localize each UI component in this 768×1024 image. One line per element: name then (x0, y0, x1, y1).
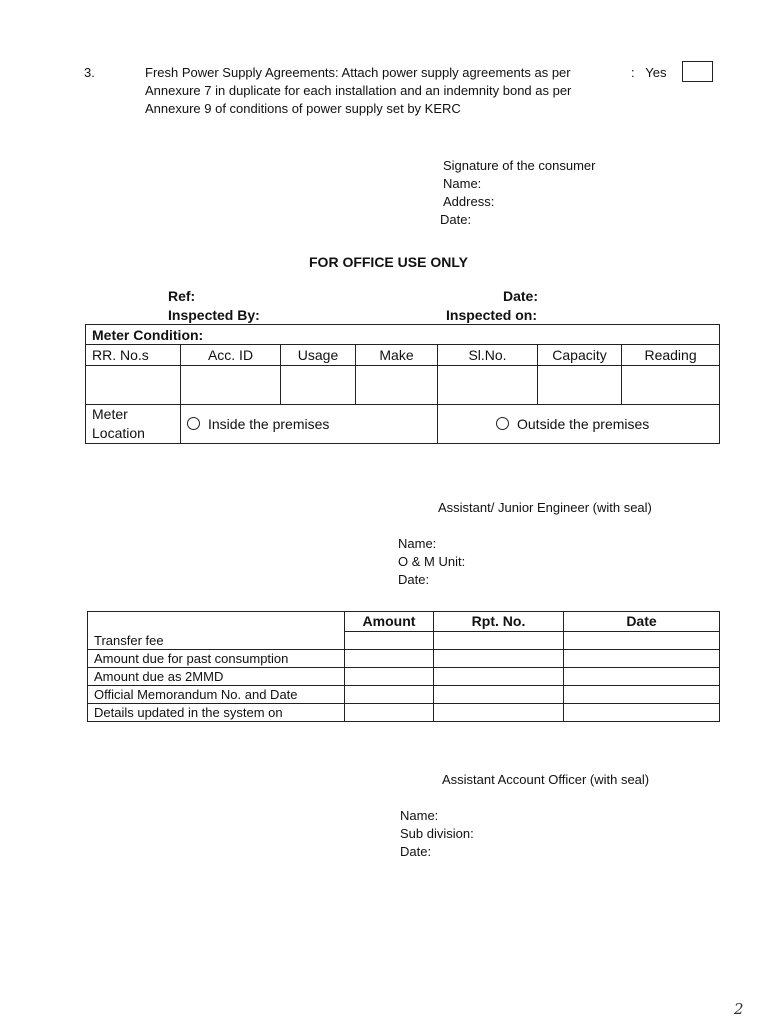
meter-location-label (86, 405, 181, 444)
date-cell[interactable] (564, 632, 720, 650)
meter-location-label-line: Location (92, 425, 145, 441)
office-date-label: Date: (503, 288, 539, 304)
amount-cell[interactable] (345, 632, 434, 650)
inside-premises-label: Inside the premises (208, 416, 330, 432)
column-header: Amount (345, 612, 434, 632)
inspected-on-label: Inspected on: (446, 307, 538, 323)
column-header: Capacity (538, 345, 622, 366)
item-3-line: Annexure 9 of conditions of power supply set by KERC (145, 101, 461, 116)
meter-location-label-line: Meter (92, 406, 128, 422)
fee-table-corner (88, 612, 345, 632)
engineer-fields (398, 535, 465, 589)
meter-condition-title: Meter Condition: (86, 325, 720, 345)
yes-label: Yes (645, 65, 667, 80)
column-header: Date (564, 612, 720, 632)
radio-circle-icon[interactable] (496, 417, 509, 430)
item-3-line: Fresh Power Supply Agreements: Attach power supply agreements as per (145, 65, 571, 80)
column-header: Rpt. No. (434, 612, 564, 632)
column-header: RR. No.s (86, 345, 181, 366)
table-row (88, 650, 720, 668)
column-header: Reading (622, 345, 720, 366)
make-cell[interactable] (356, 366, 438, 405)
date-cell[interactable] (564, 650, 720, 668)
consumer-address-label: Address: (443, 194, 495, 209)
yes-checkbox[interactable] (682, 61, 713, 82)
yes-option (631, 64, 666, 82)
table-row (88, 632, 720, 650)
consumer-signature-label: Signature of the consumer (443, 158, 596, 173)
table-row (88, 704, 720, 722)
engineer-unit-label: O & M Unit: (398, 554, 466, 569)
account-officer-subdivision-label: Sub division: (400, 826, 474, 841)
receipt-cell[interactable] (434, 668, 564, 686)
ref-label: Ref: (168, 288, 196, 304)
rr-no-cell[interactable] (86, 366, 181, 405)
consumer-signature-block (440, 157, 595, 229)
item-3-line: Annexure 7 in duplicate for each installation and an indemnity bond as per (145, 83, 572, 98)
office-use-title: FOR OFFICE USE ONLY (309, 254, 468, 270)
engineer-signature-title: Assistant/ Junior Engineer (with seal) (438, 500, 652, 515)
amount-cell[interactable] (345, 668, 434, 686)
amount-cell[interactable] (345, 686, 434, 704)
receipt-cell[interactable] (434, 632, 564, 650)
sl-no-cell[interactable] (438, 366, 538, 405)
capacity-cell[interactable] (538, 366, 622, 405)
radio-circle-icon[interactable] (187, 417, 200, 430)
receipt-cell[interactable] (434, 650, 564, 668)
inside-premises-option[interactable] (181, 405, 438, 444)
meter-condition-table (85, 324, 720, 444)
fee-row-label: Amount due as 2MMD (88, 668, 345, 686)
table-row (88, 668, 720, 686)
column-header: Acc. ID (181, 345, 281, 366)
account-officer-fields (400, 807, 474, 861)
date-cell[interactable] (564, 686, 720, 704)
engineer-date-label: Date: (398, 572, 430, 587)
engineer-name-label: Name: (398, 536, 437, 551)
fee-table (87, 611, 720, 722)
account-officer-date-label: Date: (400, 844, 432, 859)
date-cell[interactable] (564, 668, 720, 686)
column-header: Make (356, 345, 438, 366)
receipt-cell[interactable] (434, 686, 564, 704)
fee-row-label: Transfer fee (88, 632, 345, 650)
account-officer-signature-title: Assistant Account Officer (with seal) (442, 772, 650, 787)
amount-cell[interactable] (345, 704, 434, 722)
table-row (88, 686, 720, 704)
account-officer-name-label: Name: (400, 808, 439, 823)
column-header: Sl.No. (438, 345, 538, 366)
acc-id-cell[interactable] (181, 366, 281, 405)
outside-premises-option[interactable] (438, 405, 720, 444)
item-number: 3. (84, 65, 95, 80)
receipt-cell[interactable] (434, 704, 564, 722)
fee-row-label: Amount due for past consumption (88, 650, 345, 668)
yes-colon: : (631, 65, 635, 80)
fee-row-label: Official Memorandum No. and Date (88, 686, 345, 704)
usage-cell[interactable] (281, 366, 356, 405)
reading-cell[interactable] (622, 366, 720, 405)
consumer-date-label: Date: (440, 212, 472, 227)
outside-premises-label: Outside the premises (517, 416, 650, 432)
consumer-name-label: Name: (443, 176, 482, 191)
page-number: 2 (734, 1000, 744, 1018)
item-3-text (145, 64, 625, 118)
amount-cell[interactable] (345, 650, 434, 668)
date-cell[interactable] (564, 704, 720, 722)
fee-row-label: Details updated in the system on (88, 704, 345, 722)
column-header: Usage (281, 345, 356, 366)
inspected-by-label: Inspected By: (168, 307, 260, 323)
